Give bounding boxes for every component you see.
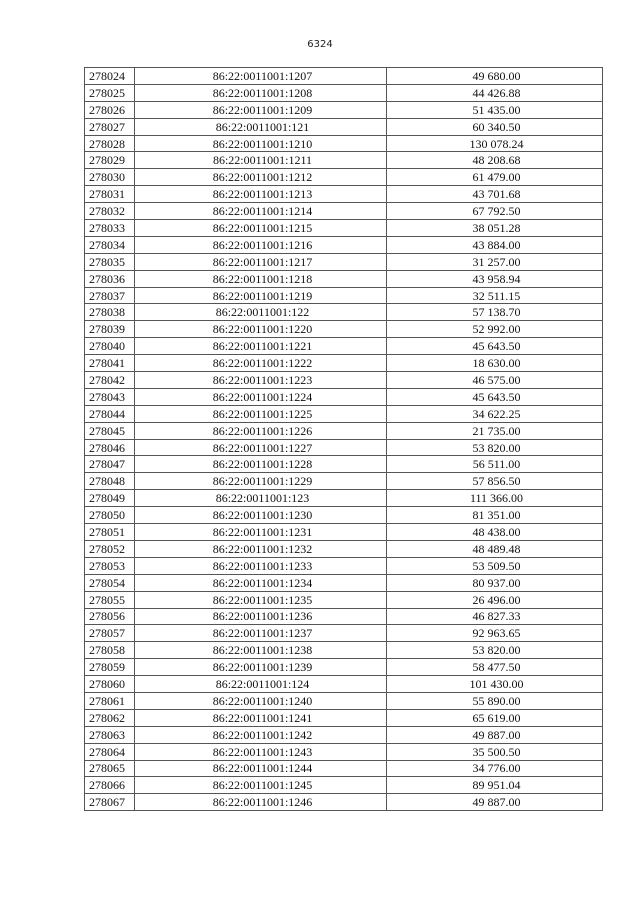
cadastral-number-cell: 86:22:0011001:1209 — [135, 101, 387, 118]
table-row — [85, 692, 603, 709]
cadastral-number-cell: 86:22:0011001:1214 — [135, 203, 387, 220]
cadastral-value-cell: 56 511.00 — [387, 456, 603, 473]
cadastral-value-cell: 89 951.04 — [387, 777, 603, 794]
table-row — [85, 321, 603, 338]
table-row — [85, 355, 603, 372]
cadastral-number-cell: 86:22:0011001:1222 — [135, 355, 387, 372]
cadastral-value-cell: 101 430.00 — [387, 676, 603, 693]
record-number-cell: 278034 — [85, 236, 135, 253]
cadastral-number-cell: 86:22:0011001:1245 — [135, 777, 387, 794]
cadastral-value-cell: 38 051.28 — [387, 220, 603, 237]
cadastral-number-cell: 86:22:0011001:1224 — [135, 388, 387, 405]
record-number-cell: 278060 — [85, 676, 135, 693]
cadastral-value-cell: 92 963.65 — [387, 625, 603, 642]
cadastral-value-cell: 55 890.00 — [387, 692, 603, 709]
cadastral-number-cell: 86:22:0011001:1221 — [135, 338, 387, 355]
cadastral-number-cell: 86:22:0011001:1219 — [135, 287, 387, 304]
record-number-cell: 278033 — [85, 220, 135, 237]
cadastral-number-cell: 86:22:0011001:1218 — [135, 270, 387, 287]
cadastral-value-cell: 48 489.48 — [387, 540, 603, 557]
cadastral-value-cell: 34 622.25 — [387, 405, 603, 422]
cadastral-number-cell: 86:22:0011001:1242 — [135, 726, 387, 743]
cadastral-number-cell: 86:22:0011001:1227 — [135, 439, 387, 456]
cadastral-number-cell: 86:22:0011001:1233 — [135, 557, 387, 574]
cadastral-number-cell: 86:22:0011001:1225 — [135, 405, 387, 422]
cadastral-value-cell: 111 366.00 — [387, 490, 603, 507]
table-row — [85, 777, 603, 794]
cadastral-value-cell: 31 257.00 — [387, 253, 603, 270]
cadastral-number-cell: 86:22:0011001:1241 — [135, 709, 387, 726]
table-row — [85, 253, 603, 270]
record-number-cell: 278028 — [85, 135, 135, 152]
record-number-cell: 278026 — [85, 101, 135, 118]
table-row — [85, 338, 603, 355]
record-number-cell: 278049 — [85, 490, 135, 507]
table-row — [85, 68, 603, 85]
cadastral-value-cell: 49 680.00 — [387, 68, 603, 85]
record-number-cell: 278040 — [85, 338, 135, 355]
table-row — [85, 760, 603, 777]
cadastral-value-cell: 65 619.00 — [387, 709, 603, 726]
table-row — [85, 422, 603, 439]
cadastral-value-cell: 67 792.50 — [387, 203, 603, 220]
cadastral-number-cell: 86:22:0011001:1236 — [135, 608, 387, 625]
table-row — [85, 557, 603, 574]
record-number-cell: 278041 — [85, 355, 135, 372]
table-row — [85, 794, 603, 811]
cadastral-value-cell: 21 735.00 — [387, 422, 603, 439]
table-row — [85, 490, 603, 507]
record-number-cell: 278029 — [85, 152, 135, 169]
cadastral-value-cell: 44 426.88 — [387, 84, 603, 101]
cadastral-value-cell: 81 351.00 — [387, 507, 603, 524]
cadastral-value-cell: 48 438.00 — [387, 524, 603, 541]
cadastral-value-cell: 45 643.50 — [387, 338, 603, 355]
record-number-cell: 278051 — [85, 524, 135, 541]
record-number-cell: 278064 — [85, 743, 135, 760]
record-number-cell: 278030 — [85, 169, 135, 186]
cadastral-number-cell: 86:22:0011001:1244 — [135, 760, 387, 777]
record-number-cell: 278045 — [85, 422, 135, 439]
table-row — [85, 540, 603, 557]
page-number: 6324 — [307, 39, 333, 50]
cadastral-number-cell: 86:22:0011001:1223 — [135, 372, 387, 389]
cadastral-value-cell: 35 500.50 — [387, 743, 603, 760]
cadastral-number-cell: 86:22:0011001:1230 — [135, 507, 387, 524]
record-number-cell: 278038 — [85, 304, 135, 321]
record-number-cell: 278066 — [85, 777, 135, 794]
table-row — [85, 135, 603, 152]
cadastral-value-cell: 49 887.00 — [387, 726, 603, 743]
cadastral-number-cell: 86:22:0011001:1235 — [135, 591, 387, 608]
table-row — [85, 625, 603, 642]
cadastral-number-cell: 86:22:0011001:1239 — [135, 659, 387, 676]
record-number-cell: 278024 — [85, 68, 135, 85]
record-number-cell: 278035 — [85, 253, 135, 270]
record-number-cell: 278062 — [85, 709, 135, 726]
cadastral-value-cell: 45 643.50 — [387, 388, 603, 405]
table-row — [85, 152, 603, 169]
cadastral-value-cell: 46 827.33 — [387, 608, 603, 625]
cadastral-value-cell: 26 496.00 — [387, 591, 603, 608]
cadastral-value-cell: 48 208.68 — [387, 152, 603, 169]
table-row — [85, 186, 603, 203]
cadastral-value-cell: 43 701.68 — [387, 186, 603, 203]
cadastral-number-cell: 86:22:0011001:1237 — [135, 625, 387, 642]
cadastral-number-cell: 86:22:0011001:1215 — [135, 220, 387, 237]
cadastral-value-cell: 130 078.24 — [387, 135, 603, 152]
record-number-cell: 278065 — [85, 760, 135, 777]
cadastral-value-cell: 53 820.00 — [387, 439, 603, 456]
table-row — [85, 524, 603, 541]
record-number-cell: 278039 — [85, 321, 135, 338]
table-row — [85, 236, 603, 253]
table-row — [85, 220, 603, 237]
table-row — [85, 608, 603, 625]
record-number-cell: 278058 — [85, 642, 135, 659]
cadastral-number-cell: 86:22:0011001:124 — [135, 676, 387, 693]
cadastral-number-cell: 86:22:0011001:1207 — [135, 68, 387, 85]
table-row — [85, 574, 603, 591]
table-row — [85, 388, 603, 405]
table-row — [85, 709, 603, 726]
record-number-cell: 278046 — [85, 439, 135, 456]
record-number-cell: 278032 — [85, 203, 135, 220]
cadastral-number-cell: 86:22:0011001:1211 — [135, 152, 387, 169]
record-number-cell: 278054 — [85, 574, 135, 591]
record-number-cell: 278050 — [85, 507, 135, 524]
table-row — [85, 456, 603, 473]
cadastral-value-cell: 51 435.00 — [387, 101, 603, 118]
record-number-cell: 278055 — [85, 591, 135, 608]
table-row — [85, 726, 603, 743]
cadastral-number-cell: 86:22:0011001:122 — [135, 304, 387, 321]
record-number-cell: 278056 — [85, 608, 135, 625]
table-row — [85, 203, 603, 220]
cadastral-number-cell: 86:22:0011001:1220 — [135, 321, 387, 338]
record-number-cell: 278067 — [85, 794, 135, 811]
cadastral-number-cell: 86:22:0011001:1246 — [135, 794, 387, 811]
cadastral-number-cell: 86:22:0011001:1232 — [135, 540, 387, 557]
cadastral-number-cell: 86:22:0011001:1243 — [135, 743, 387, 760]
table-row — [85, 507, 603, 524]
cadastral-value-cell: 32 511.15 — [387, 287, 603, 304]
cadastral-number-cell: 86:22:0011001:1210 — [135, 135, 387, 152]
cadastral-number-cell: 86:22:0011001:1229 — [135, 473, 387, 490]
cadastral-number-cell: 86:22:0011001:1238 — [135, 642, 387, 659]
cadastral-value-table — [84, 67, 603, 811]
cadastral-number-cell: 86:22:0011001:1212 — [135, 169, 387, 186]
cadastral-value-cell: 61 479.00 — [387, 169, 603, 186]
record-number-cell: 278025 — [85, 84, 135, 101]
table-row — [85, 118, 603, 135]
table-row — [85, 270, 603, 287]
table-row — [85, 101, 603, 118]
table-body — [85, 68, 603, 811]
cadastral-value-cell: 60 340.50 — [387, 118, 603, 135]
table-row — [85, 169, 603, 186]
table-row — [85, 659, 603, 676]
cadastral-value-cell: 18 630.00 — [387, 355, 603, 372]
table-row — [85, 439, 603, 456]
cadastral-value-cell: 57 138.70 — [387, 304, 603, 321]
cadastral-value-cell: 80 937.00 — [387, 574, 603, 591]
cadastral-number-cell: 86:22:0011001:1228 — [135, 456, 387, 473]
record-number-cell: 278061 — [85, 692, 135, 709]
cadastral-value-cell: 57 856.50 — [387, 473, 603, 490]
table-row — [85, 84, 603, 101]
record-number-cell: 278053 — [85, 557, 135, 574]
table-row — [85, 287, 603, 304]
cadastral-value-cell: 43 958.94 — [387, 270, 603, 287]
cadastral-value-cell: 34 776.00 — [387, 760, 603, 777]
record-number-cell: 278048 — [85, 473, 135, 490]
cadastral-number-cell: 86:22:0011001:1231 — [135, 524, 387, 541]
table-row — [85, 372, 603, 389]
table-row — [85, 642, 603, 659]
record-number-cell: 278036 — [85, 270, 135, 287]
cadastral-number-cell: 86:22:0011001:1240 — [135, 692, 387, 709]
cadastral-number-cell: 86:22:0011001:121 — [135, 118, 387, 135]
cadastral-number-cell: 86:22:0011001:1216 — [135, 236, 387, 253]
cadastral-number-cell: 86:22:0011001:1217 — [135, 253, 387, 270]
record-number-cell: 278052 — [85, 540, 135, 557]
cadastral-number-cell: 86:22:0011001:1234 — [135, 574, 387, 591]
cadastral-value-cell: 52 992.00 — [387, 321, 603, 338]
cadastral-value-cell: 49 887.00 — [387, 794, 603, 811]
record-number-cell: 278044 — [85, 405, 135, 422]
record-number-cell: 278043 — [85, 388, 135, 405]
cadastral-value-cell: 43 884.00 — [387, 236, 603, 253]
record-number-cell: 278037 — [85, 287, 135, 304]
record-number-cell: 278027 — [85, 118, 135, 135]
cadastral-number-cell: 86:22:0011001:1226 — [135, 422, 387, 439]
table-row — [85, 676, 603, 693]
table-row — [85, 743, 603, 760]
cadastral-value-cell: 53 509.50 — [387, 557, 603, 574]
cadastral-value-cell: 53 820.00 — [387, 642, 603, 659]
table-row — [85, 405, 603, 422]
cadastral-number-cell: 86:22:0011001:1208 — [135, 84, 387, 101]
table-row — [85, 304, 603, 321]
record-number-cell: 278031 — [85, 186, 135, 203]
record-number-cell: 278057 — [85, 625, 135, 642]
table-row — [85, 473, 603, 490]
cadastral-value-cell: 46 575.00 — [387, 372, 603, 389]
record-number-cell: 278047 — [85, 456, 135, 473]
cadastral-number-cell: 86:22:0011001:1213 — [135, 186, 387, 203]
record-number-cell: 278059 — [85, 659, 135, 676]
record-number-cell: 278063 — [85, 726, 135, 743]
cadastral-value-cell: 58 477.50 — [387, 659, 603, 676]
cadastral-number-cell: 86:22:0011001:123 — [135, 490, 387, 507]
table-row — [85, 591, 603, 608]
record-number-cell: 278042 — [85, 372, 135, 389]
